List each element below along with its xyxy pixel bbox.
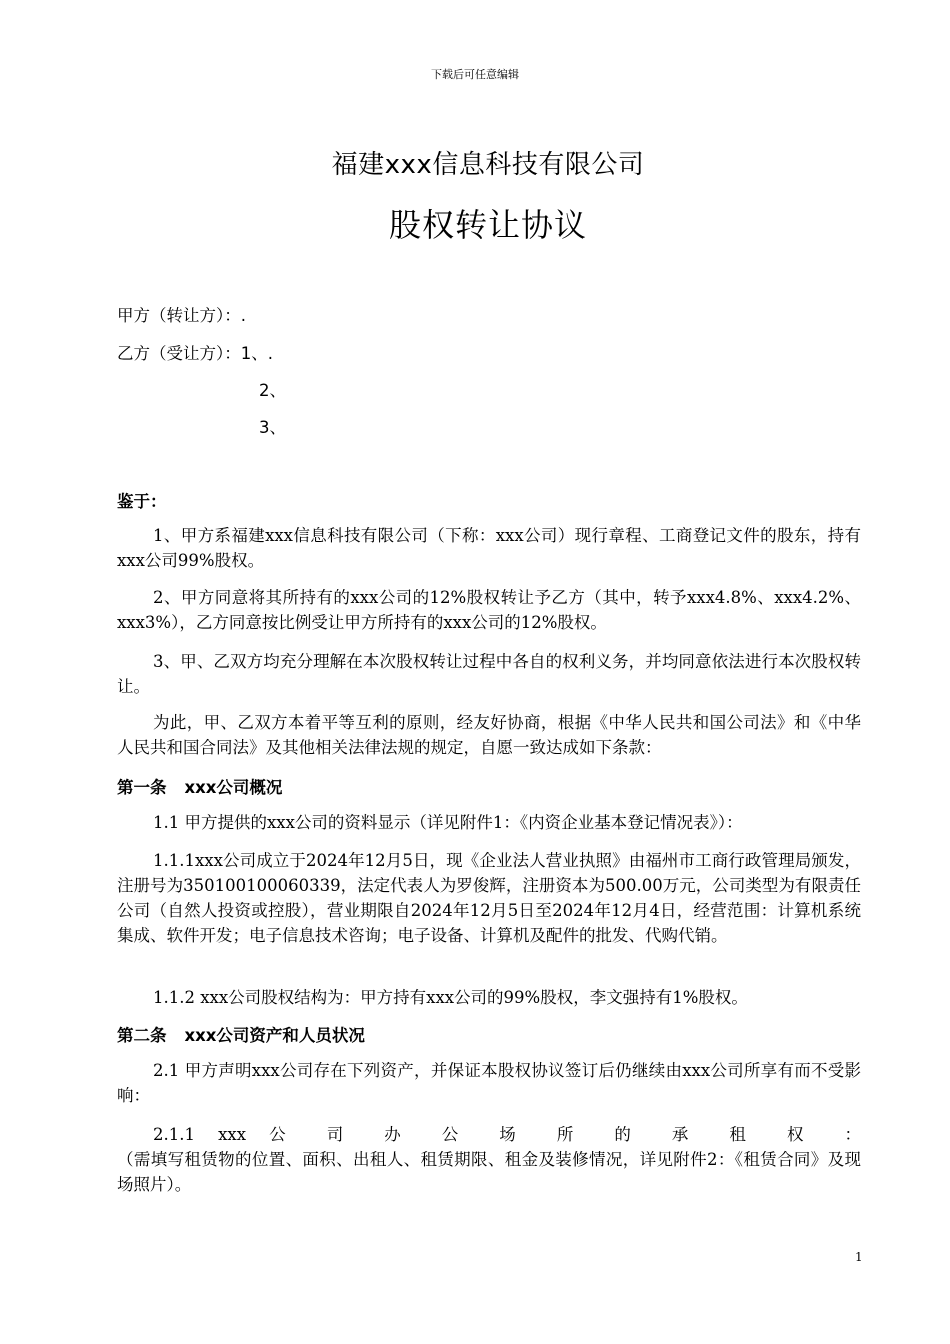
recitals-heading: 鉴于：: [117, 492, 167, 511]
party-a-line: 甲方（转让方）：.: [117, 306, 246, 325]
article-2-title: xxx公司资产和人员状况: [184, 1026, 365, 1045]
clause-2-1-1-continuation: （需填写租赁物的位置、面积、出租人、租赁期限、租金及装修情况，详见附件2：《租赁合同》及现场照片）。: [117, 1150, 861, 1194]
clause-1-1: 1.1 甲方提供的xxx公司的资料显示（详见附件1：《内资企业基本登记情况表》）：: [153, 813, 743, 832]
party-b-item-3: 3、: [259, 418, 286, 437]
clause-1-1-2: 1.1.2 xxx公司股权结构为：甲方持有xxx公司的99%股权，李文强持有1%股权。: [153, 988, 748, 1007]
article-1-number: 第一条: [117, 778, 167, 797]
clause-1-1-1: 1.1.1xxx公司成立于2024年12月5日，现《企业法人营业执照》由福州市工商行政管理局颁发，注册号为350100100060339，法定代表人为罗俊辉，注册资本为500.00万元，公司类型为有限责任公司（自然人投资或控股），营业期限自2024年12月5日至2024年12月4日，经营范围：计算机系统集成、软件开发；电子信息技术咨询；电子设备、计算机及配件的批发、代购代销。: [117, 851, 861, 945]
recital-paragraph-1: 1、甲方系福建xxx信息科技有限公司（下称：xxx公司）现行章程、工商登记文件的股东，持有xxx公司99%股权。: [117, 526, 861, 570]
document-title: 股权转让协议: [388, 206, 587, 244]
clause-2-1-1-first-line: 2.1.1 xxx 公 司 办 公 场 所 的 承 租 权 ：: [153, 1125, 861, 1144]
article-2-heading: [117, 1022, 365, 1046]
recital-paragraph-4: 为此，甲、乙双方本着平等互利的原则，经友好协商，根据《中华人民共和国公司法》和《中华人民共和国合同法》及其他相关法律法规的规定，自愿一致达成如下条款：: [117, 713, 861, 757]
party-b-line: 乙方（受让方）：1、.: [117, 344, 273, 363]
article-2-number: 第二条: [117, 1026, 167, 1045]
header-note: 下载后可任意编辑: [431, 68, 519, 81]
company-title: 福建xxx信息科技有限公司: [331, 150, 645, 180]
clause-2-1: 2.1 甲方声明xxx公司存在下列资产，并保证本股权协议签订后仍继续由xxx公司所享有而不受影响：: [117, 1061, 861, 1105]
page-number: 1: [855, 1250, 863, 1264]
recital-paragraph-2: 2、甲方同意将其所持有的xxx公司的12%股权转让予乙方（其中，转予xxx4.8%、xxx4.2%、xxx3%），乙方同意按比例受让甲方所持有的xxx公司的12%股权。: [117, 588, 861, 632]
article-1-title: xxx公司概况: [184, 778, 283, 797]
article-1-heading: [117, 774, 282, 798]
recital-paragraph-3: 3、甲、乙双方均充分理解在本次股权转让过程中各自的权利义务，并均同意依法进行本次股权转让。: [117, 652, 861, 696]
party-b-item-2: 2、: [259, 381, 286, 400]
